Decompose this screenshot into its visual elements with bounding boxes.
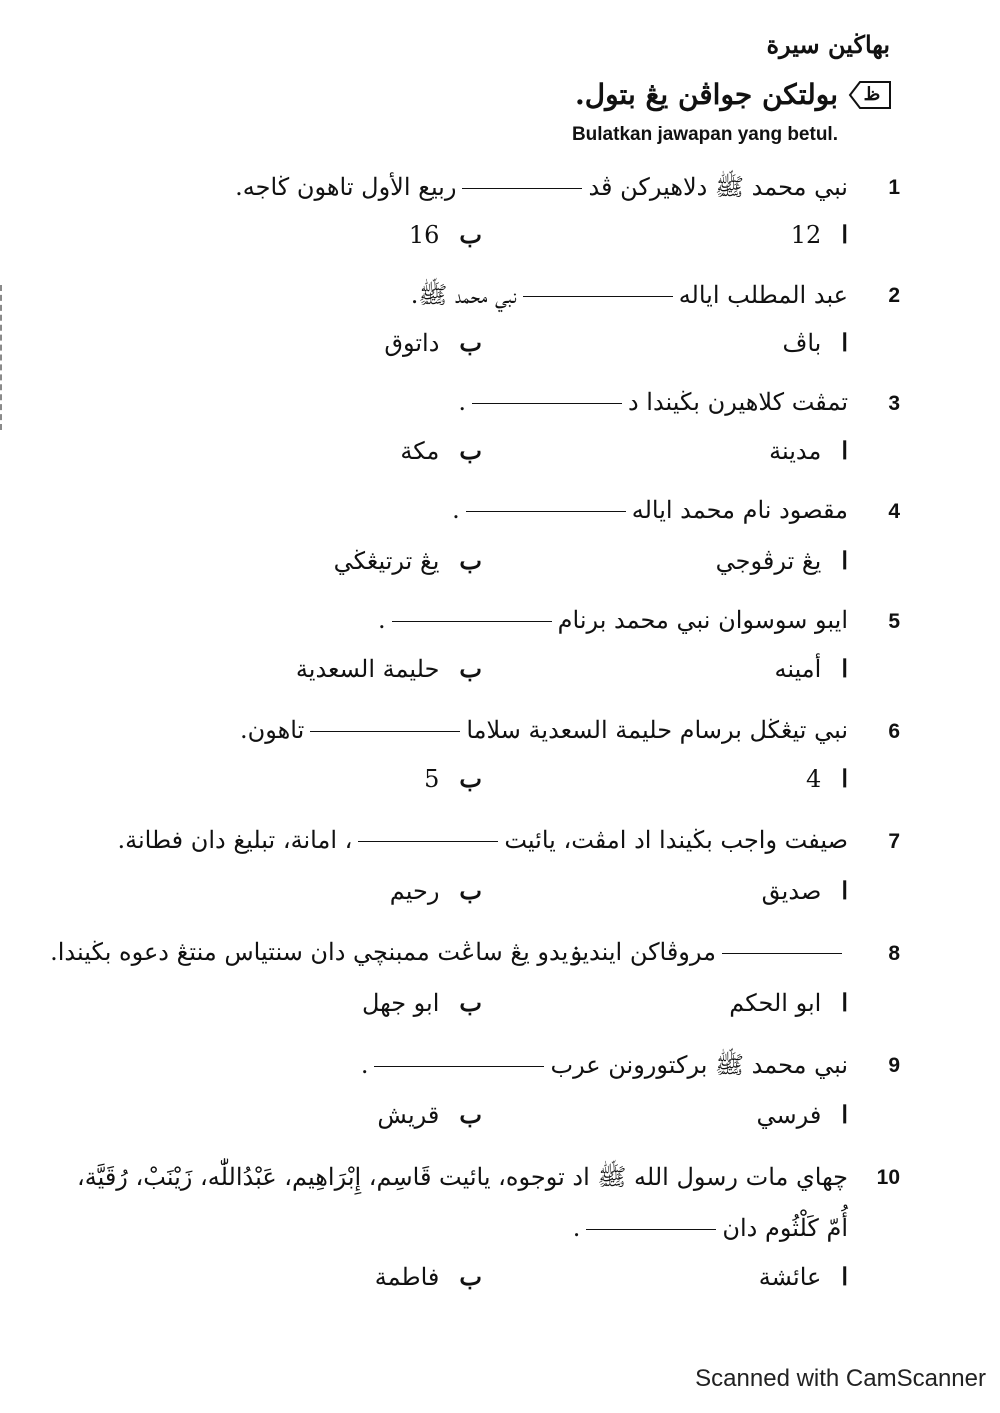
question-number: 8 — [888, 942, 900, 965]
section-tag — [848, 80, 892, 110]
answer-blank[interactable] — [392, 621, 552, 622]
section-letter: ظ — [863, 84, 881, 105]
question-number: 3 — [888, 392, 900, 415]
question-text: نبي محمد ﷺ بركتورونن عرب. — [360, 1051, 848, 1079]
question-text: نبي تيڠڬل برسام حليمة السعدية سلاماتاهون. — [240, 716, 848, 744]
option-a[interactable]: ا باڤ — [782, 328, 848, 357]
answer-blank[interactable] — [310, 731, 460, 732]
question-8 — [12, 938, 900, 1052]
question-text: ايبو سوسوان نبي محمد برنام. — [378, 606, 848, 634]
question-number: 2 — [888, 284, 900, 307]
question-text-line-2: أُمّ كَلْثُوم دان. — [572, 1214, 848, 1242]
scanner-watermark: Scanned with CamScanner — [695, 1365, 986, 1392]
question-text: مقصود نام محمد اياله. — [452, 496, 848, 524]
question-2 — [12, 281, 900, 394]
option-b[interactable]: ب رحيم — [389, 876, 482, 905]
option-b[interactable]: ب داتوق — [384, 328, 482, 357]
option-a[interactable]: ا صديق — [761, 876, 848, 905]
question-text: مروڤاكن اينديۏيدو يڠ ساڠت ممبنچي دان سنتياس منتڠ دعوه بڬيندا. — [50, 938, 848, 966]
question-5 — [12, 606, 900, 720]
option-a[interactable]: ا فرسي — [756, 1100, 848, 1129]
option-b[interactable]: ب حليمة السعدية — [295, 654, 482, 683]
option-b[interactable]: ب ابو جهل — [361, 988, 482, 1017]
question-7 — [12, 826, 900, 940]
answer-blank[interactable] — [358, 841, 498, 842]
option-a[interactable]: ا ابو الحكم — [729, 988, 848, 1017]
instruction-jawi: بولتكن جواڤن يڠ بتول. — [574, 78, 838, 111]
question-text: تمڤت كلاهيرن بڬيندا د. — [458, 388, 848, 416]
option-a[interactable]: ا أمينه — [774, 654, 848, 683]
instruction-rumi: Bulatkan jawapan yang betul. — [571, 124, 838, 145]
answer-blank[interactable] — [374, 1066, 544, 1067]
option-a[interactable]: ا 12 — [790, 220, 848, 249]
question-number: 10 — [876, 1166, 900, 1189]
question-6 — [12, 716, 900, 830]
answer-blank[interactable] — [472, 403, 622, 404]
question-3 — [12, 388, 900, 502]
question-number: 9 — [888, 1054, 900, 1077]
question-number: 6 — [888, 720, 900, 743]
option-a[interactable]: ا مدينة — [769, 436, 848, 465]
section-header — [575, 78, 892, 111]
question-number: 1 — [888, 176, 900, 199]
answer-blank[interactable] — [466, 511, 626, 512]
option-b[interactable]: ب فاطمة — [374, 1262, 482, 1291]
question-text: عبد المطلب ايالهنبي محمد ﷺ. — [410, 281, 848, 309]
answer-blank[interactable] — [586, 1229, 716, 1230]
question-9 — [12, 1051, 900, 1164]
option-a[interactable]: ا عائشة — [758, 1262, 848, 1291]
question-text: صيفت واجب بڬيندا اد امڤت، يائيت، امانة، تبليغ دان فطانة. — [117, 826, 848, 854]
question-number: 5 — [888, 610, 900, 633]
option-a[interactable]: ا يڠ ترڤوجي — [715, 546, 848, 575]
question-10 — [12, 1163, 900, 1306]
answer-blank[interactable] — [462, 188, 582, 189]
question-text: نبي محمد ﷺ دلاهيركن ڤدربيع الأول تاهون ڬاجه. — [235, 173, 848, 201]
question-4 — [12, 496, 900, 610]
question-number: 7 — [888, 830, 900, 853]
question-1 — [12, 173, 900, 286]
option-b[interactable]: ب 5 — [424, 764, 482, 793]
option-b[interactable]: ب 16 — [408, 220, 482, 249]
answer-blank[interactable] — [523, 296, 673, 297]
answer-blank[interactable] — [722, 953, 842, 954]
option-b[interactable]: ب قريش — [377, 1100, 482, 1129]
option-b[interactable]: ب يڠ ترتيڠڬي — [333, 546, 482, 575]
option-a[interactable]: ا 4 — [806, 764, 848, 793]
scan-edge-mark — [0, 285, 6, 430]
page-title: بهاڬين سيرة — [766, 30, 890, 59]
option-b[interactable]: ب مكة — [400, 436, 482, 465]
question-number: 4 — [888, 500, 900, 523]
question-text: چهاي مات رسول الله ﷺ اد توجوه، يائيت قَاسِم، إِبْرَاهِيم، عَبْدُاللّٰه، زَيْنَبْ، رُقَيَّة، — [76, 1163, 848, 1191]
